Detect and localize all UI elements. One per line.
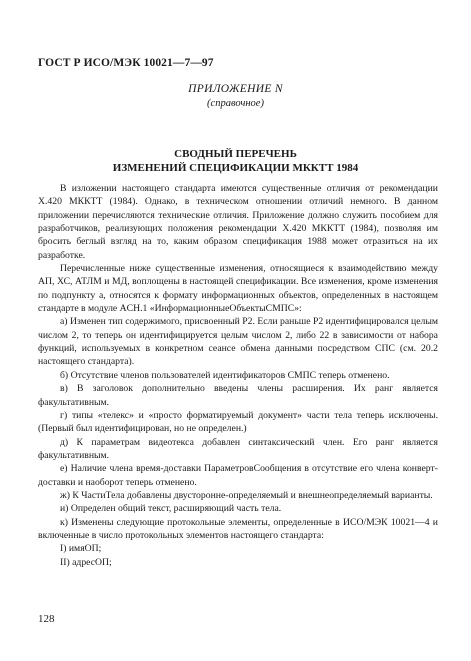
paragraph-item-i: и) Определен общий текст, расширяющий часть тела. [60, 503, 282, 515]
paragraph-item-zh: ж) К ЧастиТела добавлены двусторонне-определяемый и внешнеопределяемый варианты. [60, 489, 433, 501]
appendix-subtitle: (справочное) [207, 98, 264, 109]
page-number: 128 [38, 613, 55, 625]
paragraph-item-g: г) типы «телекс» и «просто форматируемый документ» части тела теперь исключены. (Первый был идентифицирован, но не определен.) [38, 409, 438, 435]
paragraph-item-d: д) К параметрам видеотекса добавлен синтаксический член. Его ранг является факультативным. [38, 436, 438, 461]
paragraph-item-k: к) Изменены следующие протокольные элементы, определенные в ИСО/МЭК 10021—4 и включенные в число протокольных элементов настоящего стандарта: [38, 516, 438, 541]
paragraph-intro: В изложении настоящего стандарта имеются существенные отличия от рекомендации Х.420 МККТТ (1984). Однако, в техническом отношении отличий немного. В данном приложении перечисляются технические отличия. Приложение должно служить пособием для разработчиков, реализующих положения рекомендации Х.420 МККТТ (1984), позволяя им бросить беглый взгляд на то, каким образом спецификация 1988 может отразиться на их разработке. [38, 183, 438, 261]
paragraph-item-e: е) Наличие члена время-доставки ПараметровСообщения в отсутствие его члена конверт-доставки и наоборот теперь отменено. [38, 463, 438, 488]
appendix-title: ПРИЛОЖЕНИЕ N [188, 83, 283, 95]
standard-header: ГОСТ Р ИСО/МЭК 10021—7—97 [38, 57, 214, 69]
paragraph-item-v: в) В заголовок дополнительно введены члены расширения. Их ранг является факультативным. [38, 383, 438, 408]
list-item: I) имяОП; [60, 543, 102, 555]
section-heading-line2: ИЗМЕНЕНИЙ СПЕЦИФИКАЦИИ МККТТ 1984 [112, 162, 359, 174]
paragraph-item-a: а) Изменен тип содержимого, присвоенный Р2. Если раньше Р2 идентифицировался целым числом 2, то теперь он идентифицируется целым числом 2, либо 22 в зависимости от набора функций, используемых в конкретном сеансе обмена данными посредством СПС (см. 20.2 настоящего стандарта). [38, 316, 438, 368]
section-heading-line1: СВОДНЫЙ ПЕРЕЧЕНЬ [174, 148, 297, 160]
body-text [38, 182, 438, 569]
list-item: II) адресОП; [60, 556, 112, 568]
paragraph-changes: Перечисленные ниже существенные изменения, относящиеся к взаимодействию между АП, ХС, АТЛМ и МД, воплощены в настоящей спецификации. Все изменения, кроме изменения по подпункту а, относятся к форматy информационных объектов, определенных в настоящем стандарте в модуле ACH.1 «ИнформационныеОбъектыСМПС»: [38, 263, 438, 315]
paragraph-item-b: б) Отсутствие членов пользователей идентификаторов СМПС теперь отменено. [60, 369, 390, 381]
